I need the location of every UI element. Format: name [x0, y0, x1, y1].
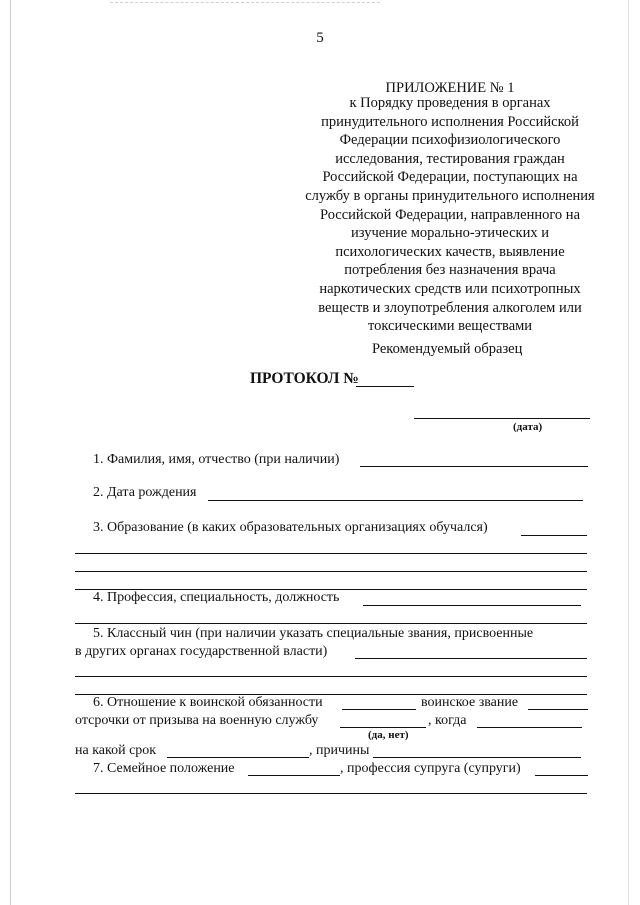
field-4-label: 4. Профессия, специальность, должность — [93, 590, 340, 605]
yes-no-caption: (да, нет) — [368, 729, 409, 741]
class-rank-field[interactable] — [355, 658, 587, 659]
military-duty-field[interactable] — [342, 709, 416, 710]
spouse-profession-field[interactable] — [535, 775, 588, 776]
date-field[interactable] — [414, 418, 590, 419]
scan-edge-top — [110, 2, 380, 3]
protocol-title: ПРОТОКОЛ № — [250, 370, 359, 387]
deferment-when-field[interactable] — [477, 727, 582, 728]
page-number: 5 — [316, 30, 324, 46]
field-7-label: 7. Семейное положение — [93, 761, 235, 776]
deferment-term-label: на какой срок — [75, 743, 157, 758]
spouse-profession-label: , профессия супруга (супруги) — [340, 761, 521, 776]
deferment-term-field[interactable] — [167, 757, 309, 758]
profession-field[interactable] — [363, 605, 581, 606]
deferment-label: отсрочки от призыва на военную службу — [75, 713, 319, 728]
education-line-3[interactable] — [75, 571, 587, 572]
recommended-sample-label: Рекомендуемый образец — [372, 341, 523, 357]
profession-line-2[interactable] — [75, 623, 587, 624]
deferment-when-label: , когда — [428, 713, 467, 728]
military-rank-label: воинское звание — [421, 695, 519, 710]
annex-title: ПРИЛОЖЕНИЕ № 1 — [385, 80, 515, 96]
military-rank-field[interactable] — [528, 709, 588, 710]
field-5-label-cont: в других органах государственной власти) — [75, 644, 328, 659]
field-6-label: 6. Отношение к воинской обязанности — [93, 695, 323, 710]
birth-date-field[interactable] — [208, 500, 583, 501]
class-rank-line-2[interactable] — [75, 676, 587, 677]
deferment-field[interactable] — [340, 727, 426, 728]
annex-body: к Порядку проведения в органах принудительного исполнения Российской Федерации психофизиологического исследования, тестирования граждан Российской Федерации, поступающих на службу в органы принудительного исполнения Российской Федерации, направленного на изучение морально-этических и психологических качеств, выявление потребления без назначения врача наркотических средств или психотропных веществ и злоупотребления алкоголем или токсическими веществами — [305, 95, 595, 335]
field-1-label: 1. Фамилия, имя, отчество (при наличии) — [93, 452, 340, 467]
deferment-reason-label: , причины — [309, 743, 370, 758]
scan-edge-left — [10, 0, 11, 905]
protocol-number-field[interactable] — [356, 386, 414, 387]
field-3-label: 3. Образование (в каких образовательных организациях обучался) — [93, 520, 488, 535]
scan-edge-right — [628, 0, 629, 905]
field-5-label: 5. Классный чин (при наличии указать специальные звания, присвоенные — [93, 626, 534, 641]
education-field[interactable] — [521, 535, 587, 536]
date-caption: (дата) — [513, 421, 543, 433]
field-2-label: 2. Дата рождения — [93, 485, 197, 500]
deferment-reason-field[interactable] — [373, 757, 581, 758]
full-name-field[interactable] — [360, 466, 588, 467]
spouse-profession-line-2[interactable] — [75, 793, 587, 794]
marital-status-field[interactable] — [248, 775, 340, 776]
education-line-2[interactable] — [75, 553, 587, 554]
